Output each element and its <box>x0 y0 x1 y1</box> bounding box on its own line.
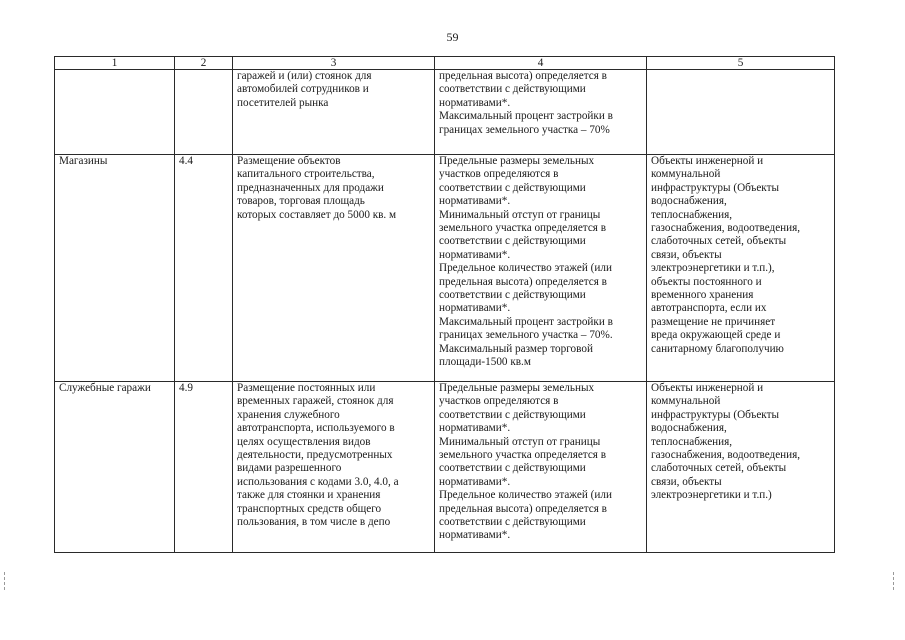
cell-text-line: санитарному благополучию <box>651 342 784 355</box>
cell-text-line: связи, объекты <box>651 475 722 488</box>
cell-text-line: слаботочных сетей, объекты <box>651 462 787 475</box>
table-row <box>55 382 835 553</box>
use-name-cell <box>55 70 175 155</box>
parameters-cell <box>435 382 647 553</box>
cell-text-line: Максимальный процент застройки в <box>439 110 613 123</box>
cell-text-line: соответствии с действующими <box>439 516 586 529</box>
table-row <box>55 155 835 382</box>
table-header-row <box>55 57 835 70</box>
cell-text-line: нормативами*. <box>439 302 511 315</box>
cell-text-line: предельная высота) определяется в <box>439 275 607 288</box>
scan-edge-mark <box>893 572 898 590</box>
cell-text-line: вреда окружающей среде и <box>651 329 781 342</box>
description-cell <box>233 70 435 155</box>
cell-text-line: слаботочных сетей, объекты <box>651 235 787 248</box>
description-cell <box>233 155 435 382</box>
cell-text-line: гаражей и (или) стоянок для <box>237 70 372 82</box>
description-cell <box>233 382 435 553</box>
parameters-cell <box>435 70 647 155</box>
header-cell: 3 <box>233 57 435 70</box>
cell-text-line: газоснабжения, водоотведения, <box>651 222 801 235</box>
code-cell: 4.9 <box>175 382 233 553</box>
cell-text-line: нормативами*. <box>439 475 511 488</box>
cell-text-line: размещение не причиняет <box>651 315 776 328</box>
cell-text-line: соответствии с действующими <box>439 462 586 475</box>
header-cell: 4 <box>435 57 647 70</box>
cell-text-line: автотранспорта, используемого в <box>237 422 395 435</box>
cell-text-line: Предельные размеры земельных <box>439 382 595 394</box>
cell-text-line: газоснабжения, водоотведения, <box>651 449 801 462</box>
cell-text-line: предельная высота) определяется в <box>439 502 607 515</box>
cell-text-line: деятельности, предусмотренных <box>237 449 393 462</box>
cell-text-line: целях осуществления видов <box>237 435 371 448</box>
cell-text-line: Объекты инженерной и <box>651 382 764 394</box>
cell-text-line: Размещение объектов <box>237 155 341 167</box>
cell-text-line: связи, объекты <box>651 248 722 261</box>
cell-text-line: нормативами*. <box>439 195 511 208</box>
cell-text-line: Размещение постоянных или <box>237 382 376 394</box>
cell-text-line: предельная высота) определяется в <box>439 70 607 82</box>
auxiliary-uses-cell <box>647 70 835 155</box>
cell-text-line: видами разрешенного <box>237 462 342 475</box>
cell-text-line: границах земельного участка – 70%. <box>439 329 613 342</box>
cell-text-line: временных гаражей, стоянок для <box>237 395 394 408</box>
cell-text-line: соответствии с действующими <box>439 289 586 302</box>
auxiliary-uses-cell <box>647 382 835 553</box>
header-cell: 2 <box>175 57 233 70</box>
cell-text-line: нормативами*. <box>439 248 511 261</box>
cell-text-line: Предельное количество этажей (или <box>439 489 612 502</box>
cell-text-line: посетителей рынка <box>237 96 329 109</box>
cell-text-line: земельного участка определяется в <box>439 449 607 462</box>
cell-text-line: Максимальный процент застройки в <box>439 315 613 328</box>
cell-text-line: коммунальной <box>651 395 721 408</box>
cell-text-line: также для стоянки и хранения <box>237 489 381 502</box>
header-cell: 5 <box>647 57 835 70</box>
cell-text-line: использования с кодами 3.0, 4.0, а <box>237 475 399 488</box>
cell-text-line: площади-1500 кв.м <box>439 356 531 369</box>
cell-text-line: границах земельного участка – 70% <box>439 123 610 136</box>
cell-text-line: товаров, торговая площадь <box>237 195 365 208</box>
parameters-cell <box>435 155 647 382</box>
cell-text-line: водоснабжения, <box>651 422 727 435</box>
cell-text-line: Минимальный отступ от границы <box>439 435 601 448</box>
cell-text-line: земельного участка определяется в <box>439 222 607 235</box>
cell-text-line: электроэнергетики и т.п.), <box>651 262 775 275</box>
cell-text-line: нормативами*. <box>439 529 511 542</box>
cell-text-line: объекты постоянного и <box>651 275 762 288</box>
cell-text-line: Объекты инженерной и <box>651 155 764 167</box>
cell-text-line: предназначенных для продажи <box>237 181 384 194</box>
cell-text-line: теплоснабжения, <box>651 435 733 448</box>
cell-text-line: нормативами*. <box>439 96 511 109</box>
cell-text-line: которых составляет до 5000 кв. м <box>237 208 397 221</box>
cell-text-line: транспортных средств общего <box>237 502 382 515</box>
cell-text-line: электроэнергетики и т.п.) <box>651 489 772 502</box>
cell-text-line: временного хранения <box>651 289 754 302</box>
cell-text-line: хранения служебного <box>237 408 340 421</box>
regulations-table <box>54 56 835 553</box>
cell-text-line: автомобилей сотрудников и <box>237 83 369 96</box>
cell-text-line: инфраструктуры (Объекты <box>651 181 780 194</box>
cell-text-line: автотранспорта, если их <box>651 302 767 315</box>
table-row <box>55 70 835 155</box>
page-number: 59 <box>446 30 459 44</box>
cell-text-line: Минимальный отступ от границы <box>439 208 601 221</box>
cell-text-line: Предельные размеры земельных <box>439 155 595 167</box>
cell-text-line: водоснабжения, <box>651 195 727 208</box>
cell-text-line: соответствии с действующими <box>439 83 586 96</box>
cell-text-line: участков определяются в <box>439 168 559 181</box>
cell-text-line: инфраструктуры (Объекты <box>651 408 780 421</box>
code-cell: 4.4 <box>175 155 233 382</box>
code-cell <box>175 70 233 155</box>
scan-edge-mark <box>4 572 9 590</box>
cell-text-line: теплоснабжения, <box>651 208 733 221</box>
cell-text-line: участков определяются в <box>439 395 559 408</box>
cell-text-line: нормативами*. <box>439 422 511 435</box>
auxiliary-uses-cell <box>647 155 835 382</box>
cell-text-line: соответствии с действующими <box>439 181 586 194</box>
use-name-cell: Магазины <box>55 155 175 382</box>
cell-text-line: Максимальный размер торговой <box>439 342 593 355</box>
cell-text-line: соответствии с действующими <box>439 408 586 421</box>
cell-text-line: капитального строительства, <box>237 168 375 181</box>
header-cell: 1 <box>55 57 175 70</box>
cell-text-line: соответствии с действующими <box>439 235 586 248</box>
cell-text-line: пользования, в том числе в депо <box>237 516 391 529</box>
use-name-cell: Служебные гаражи <box>55 382 175 553</box>
cell-text-line: Предельное количество этажей (или <box>439 262 612 275</box>
cell-text-line: коммунальной <box>651 168 721 181</box>
